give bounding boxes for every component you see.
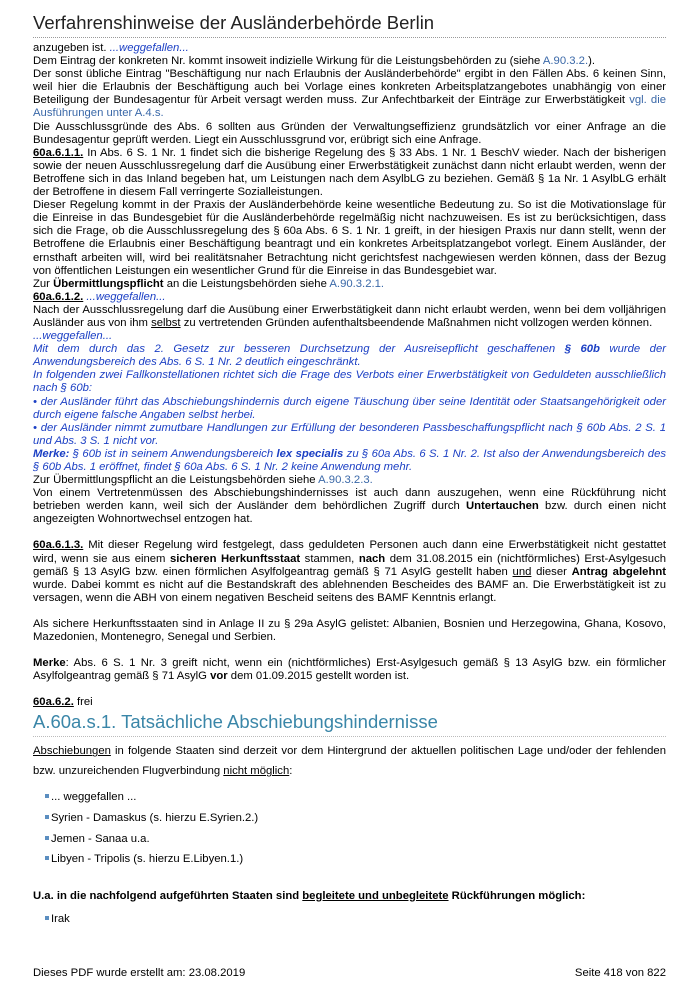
paragraph: 60a.6.2. frei (33, 696, 93, 709)
document-body (33, 42, 666, 929)
paragraph: Merke: Abs. 6 S. 1 Nr. 3 greift nicht, wenn ein (nichtförmliches) Erst-Asylgesuch gemäß § 13 AsylG bzw. ein förmlicher Asylfolgeantrag gemäß § 71 AsylG vor dem 01.09.2015 gestellt worden ist. (33, 657, 666, 683)
paragraph: Zur Übermittlungspflicht an die Leistungsbehörden siehe A.90.3.2.3. (33, 474, 373, 487)
paragraph: Der sonst übliche Eintrag "Beschäftigung nur nach Erlaubnis der Ausländerbehörde" ergibt in den Fällen Abs. 6 keinen Sinn, weil hier die Erlaubnis der Beschäftigung auch bei Vorlage eines konkreten Arbeitsplatzangebotes unabhängig von einer Beteiligung der Bundesagentur für Arbeit versagt werden muss. Zur Anfechtbarkeit der Einträge zur Erwerbstätigkeit vgl. die Ausführungen unter A.4.s. (33, 68, 667, 120)
section-divider (33, 736, 666, 737)
bullet-icon (45, 794, 49, 798)
list-item: Syrien - Damaskus (s. hierzu E.Syrien.2.) (45, 808, 666, 829)
paragraph: 60a.6.1.3. Mit dieser Regelung wird festgelegt, dass geduldeten Personen auch dann eine Erwerbstätigkeit nicht gestattet wird, wenn sie aus einem sicheren Herkunftsstaat stammen, nach dem 31.08.2015 ein (nichtförmliches) Erst-Asylgesuch gemäß § 13 AsylG bzw. einen förmlichen Asylfolgeantrag gemäß § 71 AsylG gestellt haben und dieser Antrag abgelehnt wurde. Dabei kommt es nicht auf die Bestandskraft des ablehnenden Bescheides des BAMF an. Die Erwerbstätigkeit ist zu versagen, wenn die ABH von einem negativen Bescheid seitens des BAMF Kenntnis erlangt. (33, 539, 667, 604)
amendment-note: ...weggefallen... (33, 330, 113, 343)
bullet-icon (45, 856, 49, 860)
paragraph: Als sichere Herkunftsstaaten sind in Anlage II zu § 29a AsylG gelistet: Albanien, Bosnien und Herzegowina, Ghana, Kosovo, Mazedonien, Montenegro, Senegal und Serbien. (33, 617, 666, 644)
paragraph: Von einem Vertretenmüssen des Abschiebungshindernisses ist auch dann auszugehen, wenn eine Rückführung nicht betrieben werden kann, weil sich der Ausländer dem behördlichen Zugriff durch Untertauchen bzw. durch einen nicht angezeigten Wohnortwechsel entzogen hat. (33, 487, 667, 526)
section-number: 60a.6.1.3. (33, 539, 84, 552)
amendment-note: In folgenden zwei Fallkonstellationen richtet sich die Frage des Verbots einer Erwerbstätigkeit von Geduldeten ausschließlich nach § 60b: (33, 369, 666, 395)
reference-link[interactable]: A.90.3.2.1. (329, 277, 385, 290)
document-title: Verfahrenshinweise der Ausländerbehörde Berlin (33, 12, 435, 33)
reference-link[interactable]: A.90.3.2.3. (318, 474, 373, 487)
paragraph: 60a.6.1.2. ...weggefallen... (33, 290, 166, 303)
section-number: 60a.6.1.1. (33, 146, 84, 159)
reference-link[interactable]: vgl. die Ausführungen unter A.4.s. (33, 94, 667, 120)
paragraph: Nach der Ausschlussregelung darf die Ausübung einer Erwerbstätigkeit dann nicht erlaubt werden, wenn bei dem volljährigen Ausländer aus von ihm selbst zu vertretenden Gründen aufenthaltsbeendende Maßnahmen nicht vollzogen werden können. (33, 303, 666, 329)
reference-link[interactable]: A.90.3.2. (542, 55, 589, 68)
header-divider (33, 37, 666, 38)
amendment-note: Merke: § 60b ist in seinem Anwendungsbereich lex specialis zu § 60a Abs. 6 S. 1 Nr. 2. Ist also der Anwendungsbereich des § 60b Abs. 1 eröffnet, findet § 60a Abs. 6 S. 1 Nr. 2 keine Anwendung mehr. (33, 447, 666, 473)
bullet-icon (45, 815, 49, 819)
impossible-deportation-list (33, 787, 666, 869)
paragraph: 60a.6.1.1. In Abs. 6 S. 1 Nr. 1 findet sich die bisherige Regelung des § 33 Abs. 1 Nr. 1 BeschV wieder. Nach der bisherigen sowie der neuen Ausschlussregelung darf die Ausübung einer Erwerbstätigkeit zunächst dann nicht erlaubt werden, wenn der Betroffene sich in das Inland begeben hat, um Leistungen nach dem AsylbLG zu beziehen. Gemäß § 1a Nr. 1 AsylbLG erhält der Betroffene in diesem Fall verringerte Sozialleistungen. (33, 146, 666, 199)
list-item: Libyen - Tripolis (s. hierzu E.Libyen.1.) (45, 849, 666, 870)
section-number: 60a.6.1.2. (33, 290, 84, 303)
paragraph: Dem Eintrag der konkreten Nr. kommt insoweit indizielle Wirkung für die Leistungsbehörden zu (siehe A.90.3.2.). (33, 55, 596, 68)
removed-note: ...weggefallen... (109, 42, 189, 54)
paragraph: Zur Übermittlungspflicht an die Leistungsbehörden siehe A.90.3.2.1. (33, 277, 385, 290)
bullet-icon (45, 836, 49, 840)
section-number: 60a.6.2. (33, 696, 74, 709)
paragraph: U.a. in die nachfolgend aufgeführten Staaten sind begleitete und unbegleitete Rückführungen möglich: (33, 889, 586, 902)
paragraph: Die Ausschlussgründe des Abs. 6 sollten aus Gründen der Verwaltungseffizienz grundsätzlich vor einer Anfrage an die Bundesagentur geprüft werden. Liegt ein Ausschlussgrund vor, erübrigt sich eine Anfrage. (33, 120, 666, 146)
paragraph: anzugeben ist. ...weggefallen... (33, 42, 189, 54)
paragraph: Dieser Regelung kommt in der Praxis der Ausländerbehörde keine wesentliche Bedeutung zu. So ist die Motivationslage für die Einreise in das Bundesgebiet für die Ausländerbehörde regelmäßig nicht nachzuweisen. Es ist zu berücksichtigen, dass sich die Frage, ob die Ausschlussregelung des § 60a Abs. 6 S. 1 Nr. 1 greift, in der hiesigen Praxis nur dann stellt, wenn der Betroffene die Erlaubnis einer Beschäftigung beantragt und ein konkretes Arbeitsplatzangebot vorlegt. Einem Ausländer, der ernsthaft arbeiten will, wird bei realitätsnaher Betrachtung nicht gerichtsfest nachgewiesen werden können, dass der Bezug von öffentlichen Leistungen ein wesentlicher Grund für die Einreise in das Bundesgebiet war. (33, 199, 666, 277)
possible-deportation-list (33, 909, 666, 930)
amendment-note: • der Ausländer nimmt zumutbare Handlungen zur Erfüllung der besonderen Passbeschaffungspflicht nach § 60b Abs. 2 S. 1 und Abs. 3 S. 1 nicht vor. (33, 421, 666, 447)
section-heading: A.60a.s.1. Tatsächliche Abschiebungshindernisse (33, 711, 438, 733)
list-item: Jemen - Sanaa u.a. (45, 829, 666, 850)
bullet-icon (45, 916, 49, 920)
list-item: ... weggefallen ... (45, 787, 666, 808)
page-header (33, 12, 666, 34)
paragraph: Abschiebungen in folgende Staaten sind derzeit vor dem Hintergrund der aktuellen politischen Lage und/oder der fehlenden bzw. unzureichenden Flugverbindung nicht möglich: (33, 745, 666, 778)
page-number: Seite 418 von 822 (574, 967, 666, 979)
amendment-note: • der Ausländer führt das Abschiebungshindernis durch eigene Täuschung über seine Identität oder Staatsangehörigkeit oder durch eigene falsche Angaben selbst herbei. (33, 395, 666, 421)
page-footer (33, 967, 666, 979)
creation-date: Dieses PDF wurde erstellt am: 23.08.2019 (33, 967, 246, 979)
amendment-note: Mit dem durch das 2. Gesetz zur besseren Durchsetzung der Ausreisepflicht geschaffenen § 60b wurde der Anwendungsbereich des Abs. 6 S. 1 Nr. 2 deutlich eingeschränkt. (33, 343, 666, 369)
list-item: Irak (45, 909, 666, 930)
